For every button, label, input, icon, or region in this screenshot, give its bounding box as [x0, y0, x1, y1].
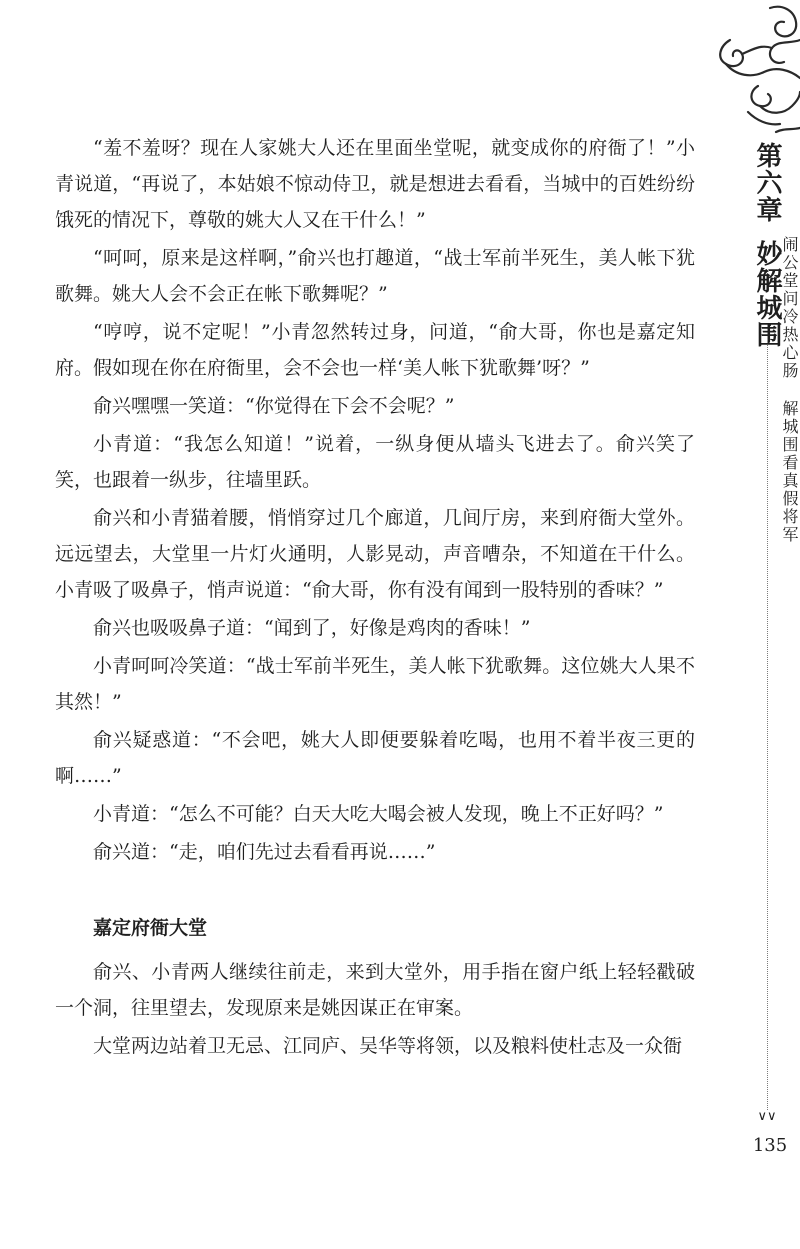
chapter-label: 第六章	[752, 142, 782, 223]
paragraph: 俞兴嘿嘿一笑道：“你觉得在下会不会呢？”	[93, 395, 455, 417]
paragraph: 俞兴和小青猫着腰，悄悄穿过几个廊道，几间厅房，来到府衙大堂外。远远望去，大堂里一片灯火通明，人影晃动，声音嘈杂，不知道在干什么。小青吸了吸鼻子，悄声说道：“俞大哥，你有没有闻到一股特别的香味？”	[55, 507, 695, 601]
chevron-down-icon: ∨∨	[757, 1109, 777, 1124]
margin-divider	[767, 345, 768, 1110]
paragraph: 小青道：“我怎么知道！”说着，一纵身便从墙头飞进去了。俞兴笑了笑，也跟着一纵步，往墙里跃。	[55, 433, 695, 491]
paragraph: 大堂两边站着卫无忌、江同庐、吴华等将领，以及粮料使杜志及一众衙	[93, 1035, 683, 1057]
paragraph: 俞兴、小青两人继续往前走，来到大堂外，用手指在窗户纸上轻轻戳破一个洞，往里望去，发现原来是姚因谋正在审案。	[55, 961, 695, 1019]
chapter-title: 妙解城围	[752, 240, 782, 348]
paragraph: 俞兴也吸吸鼻子道：“闻到了，好像是鸡肉的香味！”	[93, 617, 531, 639]
section-heading: 嘉定府衙大堂	[93, 917, 208, 939]
paragraph: 俞兴疑惑道：“不会吧，姚大人即便要躲着吃喝，也用不着半夜三更的啊……”	[55, 729, 695, 787]
chapter-subtitle-2: 解城围看真假将军	[780, 400, 799, 544]
chapter-subtitle-1: 闹公堂问冷热心肠	[780, 236, 799, 380]
cloud-ornament-icon	[700, 0, 800, 140]
paragraph: “哼哼，说不定呢！”小青忽然转过身，问道，“俞大哥，你也是嘉定知府。假如现在你在府衙里，会不会也一样‘美人帐下犹歌舞’呀？”	[55, 321, 695, 379]
page-number: 135	[752, 1135, 788, 1156]
body-text	[55, 130, 695, 1066]
paragraph: “呵呵，原来是这样啊，”俞兴也打趣道，“战士军前半死生，美人帐下犹歌舞。姚大人会不会正在帐下歌舞呢？”	[55, 247, 695, 305]
paragraph: 小青道：“怎么不可能？白天大吃大喝会被人发现，晚上不正好吗？”	[93, 803, 664, 825]
paragraph: 俞兴道：“走，咱们先过去看看再说……”	[93, 841, 436, 863]
paragraph: “羞不羞呀？现在人家姚大人还在里面坐堂呢，就变成你的府衙了！”小青说道，“再说了，本姑娘不惊动侍卫，就是想进去看看，当城中的百姓纷纷饿死的情况下，尊敬的姚大人又在干什么！”	[55, 137, 695, 231]
paragraph: 小青呵呵冷笑道：“战士军前半死生，美人帐下犹歌舞。这位姚大人果不其然！”	[55, 655, 695, 713]
